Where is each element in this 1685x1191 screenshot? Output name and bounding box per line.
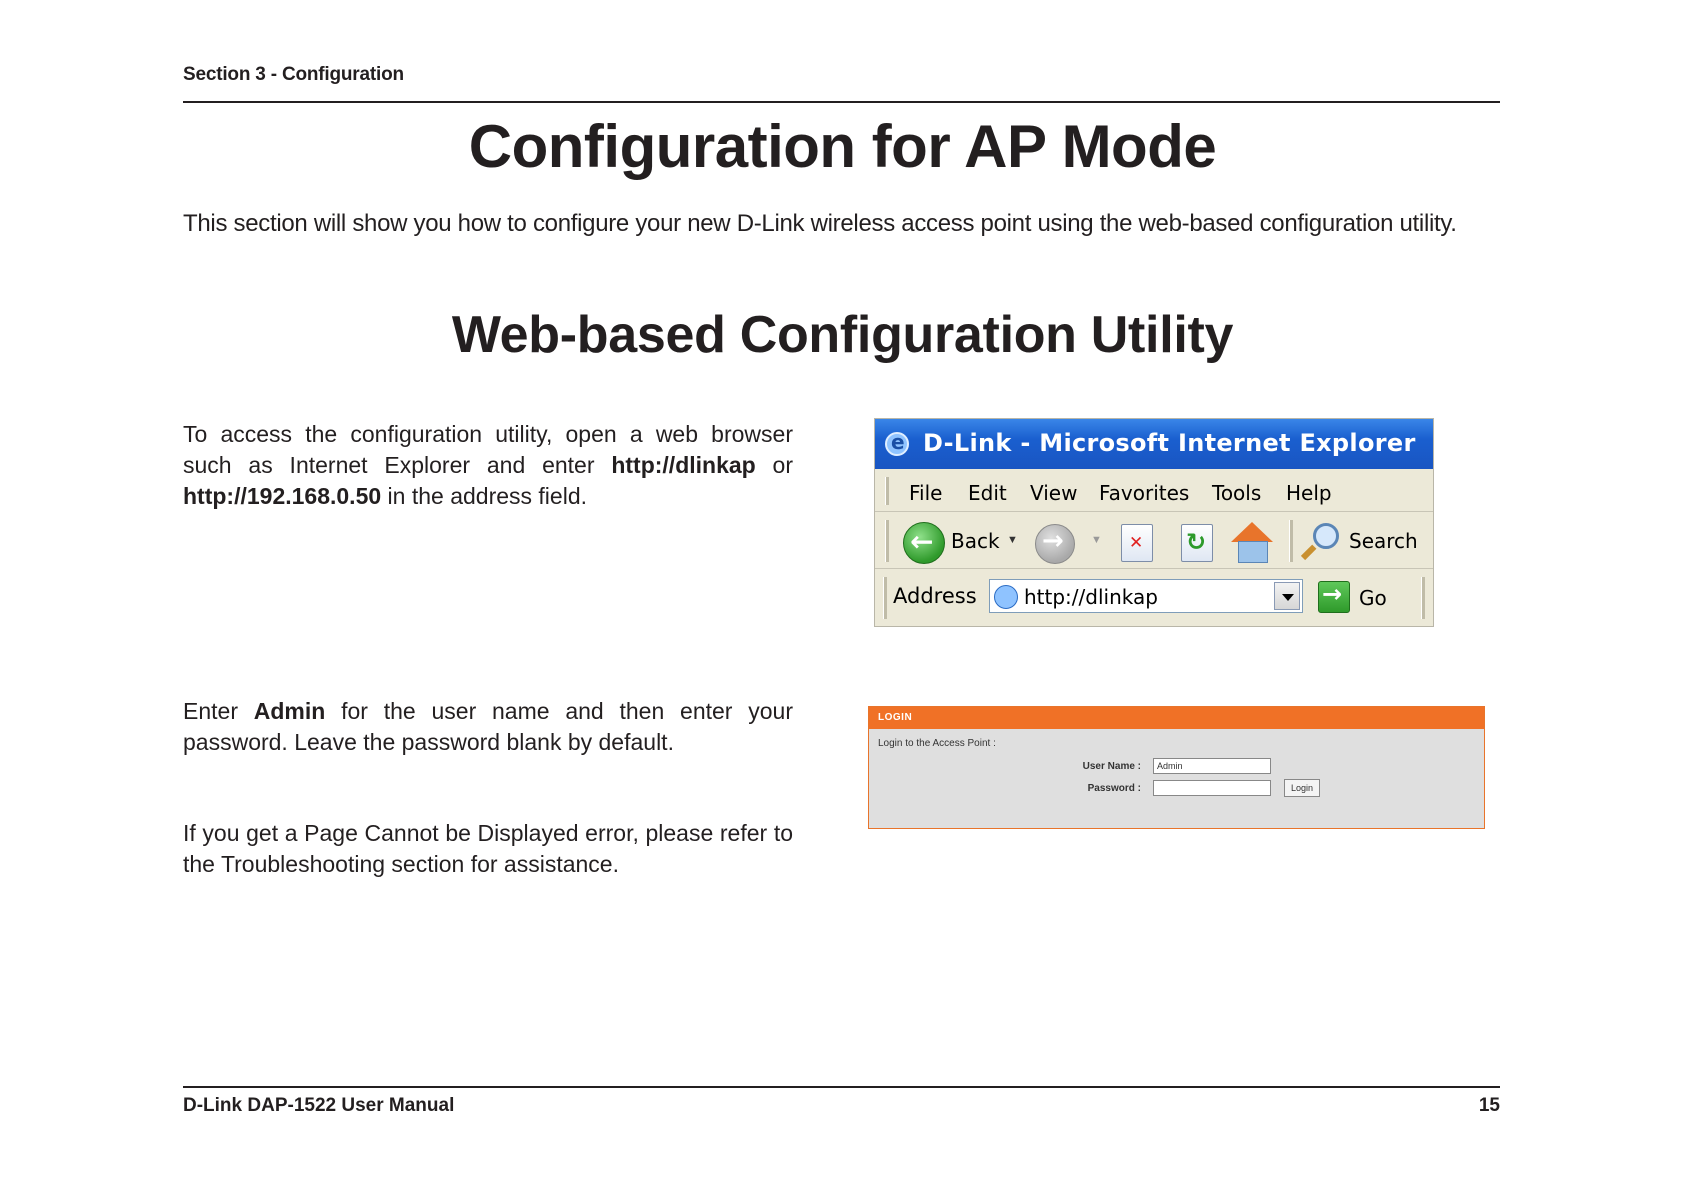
search-button-label[interactable]: Search xyxy=(1349,529,1418,553)
login-panel xyxy=(868,706,1485,829)
ie-logo-icon xyxy=(885,432,909,456)
login-instructions xyxy=(183,696,793,758)
go-button-label[interactable]: Go xyxy=(1359,586,1387,610)
login-title-bar xyxy=(869,707,1484,729)
back-button-label[interactable]: Back xyxy=(951,529,1000,553)
password-label: Password : xyxy=(1087,783,1141,794)
para1-text2: or xyxy=(755,452,794,478)
login-button[interactable]: Login xyxy=(1284,779,1320,797)
home-icon[interactable] xyxy=(1231,522,1273,564)
refresh-icon[interactable] xyxy=(1181,524,1213,562)
url-dlinkap: http://dlinkap xyxy=(611,452,756,478)
para1-text1: To access the configuration utility, open a web browser such as Internet Explorer and enter xyxy=(183,421,793,478)
menu-help[interactable]: Help xyxy=(1286,481,1332,505)
toolbar-grip xyxy=(885,520,889,562)
addressbar-grip xyxy=(883,577,887,619)
menu-tools[interactable]: Tools xyxy=(1212,481,1262,505)
menu-favorites[interactable]: Favorites xyxy=(1099,481,1190,505)
go-arrow-icon[interactable] xyxy=(1318,581,1350,613)
back-dropdown-icon[interactable]: ▼ xyxy=(1007,534,1018,546)
menubar-grip xyxy=(885,477,889,505)
menu-view[interactable]: View xyxy=(1030,481,1078,505)
address-dropdown-icon[interactable] xyxy=(1274,582,1300,610)
password-input[interactable] xyxy=(1153,780,1271,796)
username-label: User Name : xyxy=(1082,761,1141,772)
toolbar-separator xyxy=(1289,520,1293,562)
browser-addressbar xyxy=(875,569,1433,625)
browser-menubar xyxy=(875,471,1433,512)
forward-dropdown-icon[interactable]: ▼ xyxy=(1091,534,1102,546)
back-arrow-icon[interactable] xyxy=(903,522,945,564)
address-input[interactable] xyxy=(989,579,1303,613)
page-title: Configuration for AP Mode xyxy=(468,113,1217,180)
menu-edit[interactable]: Edit xyxy=(968,481,1007,505)
url-ip: http://192.168.0.50 xyxy=(183,483,382,509)
header-rule xyxy=(183,101,1500,103)
forward-arrow-icon[interactable] xyxy=(1035,524,1075,564)
page-number: 15 xyxy=(1478,1095,1500,1116)
admin-bold: Admin xyxy=(253,698,326,724)
search-icon[interactable] xyxy=(1301,523,1341,563)
login-intro: Login to the Access Point : xyxy=(878,738,996,749)
footer-manual-title: D-Link DAP-1522 User Manual xyxy=(183,1095,455,1116)
username-input[interactable]: Admin xyxy=(1153,758,1271,774)
menu-file[interactable]: File xyxy=(909,481,943,505)
section-title: Web-based Configuration Utility xyxy=(451,306,1234,364)
page-icon xyxy=(994,585,1018,609)
login-title: LOGIN xyxy=(878,712,913,723)
address-value[interactable]: http://dlinkap xyxy=(1024,585,1158,609)
section-header: Section 3 - Configuration xyxy=(183,64,404,85)
para2-text2: for the user name and then enter your password. Leave the password blank by default. xyxy=(183,698,793,755)
troubleshooting-note: If you get a Page Cannot be Displayed error, please refer to the Troubleshooting section for assistance. xyxy=(183,820,793,877)
address-label: Address xyxy=(893,584,977,608)
access-instructions xyxy=(183,419,793,512)
browser-title-bar xyxy=(875,419,1433,469)
footer-rule xyxy=(183,1086,1500,1088)
para2-text1: Enter xyxy=(183,698,254,724)
addressbar-end-grip xyxy=(1421,577,1425,619)
browser-title: D-Link - Microsoft Internet Explorer xyxy=(923,429,1416,457)
intro-text: This section will show you how to configure your new D-Link wireless access point using the web-based configuration utility. xyxy=(183,210,1457,237)
browser-window xyxy=(874,418,1434,627)
browser-toolbar xyxy=(875,512,1433,569)
stop-icon[interactable] xyxy=(1121,524,1153,562)
para1-text3: in the address field. xyxy=(381,483,587,509)
